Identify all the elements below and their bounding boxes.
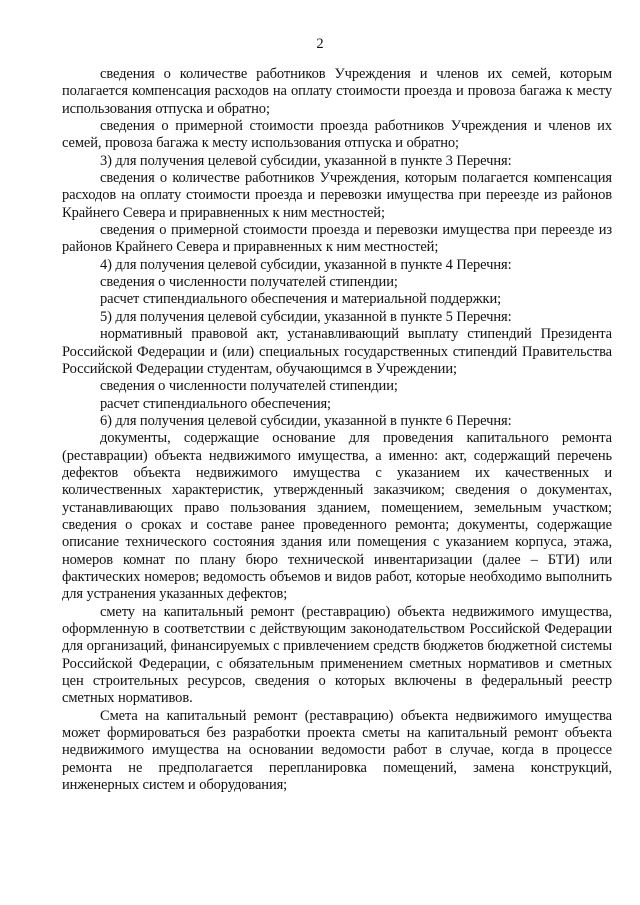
paragraph: сведения о количестве работников Учреждения, которым полагается компенсация расходов на оплату стоимости проезда и перевозки имущества при переезде из районов Крайнего Севера и приравненных к ним местностей; <box>62 170 612 221</box>
paragraph: 6) для получения целевой субсидии, указанной в пункте 6 Перечня: <box>100 412 512 429</box>
document-body <box>62 66 612 794</box>
paragraph: сведения о примерной стоимости проезда и перевозки имущества при переезде из районов Крайнего Севера и приравненных к ним местностей; <box>62 222 612 256</box>
paragraph: расчет стипендиального обеспечения и материальной поддержки; <box>100 291 502 308</box>
paragraph: смету на капитальный ремонт (реставрацию) объекта недвижимого имущества, оформленную в соответствии с действующим законодательством Российской Федерации для организаций, финансируемых с привлечением средств бюджетов бюджетной системы Российской Федерации, с обязательным применением сметных нормативов и сметных цен строительных ресурсов, сведения о которых включены в федеральный реестр сметных нормативов. <box>62 603 612 707</box>
paragraph: нормативный правовой акт, устанавливающий выплату стипендий Президента Российской Федерации и (или) специальных государственных стипендий Правительства Российской Федерации студентам, обучающимся в Учреждении; <box>62 326 612 377</box>
paragraph: сведения о численности получателей стипендии; <box>100 274 398 291</box>
paragraph: сведения о количестве работников Учреждения и членов их семей, которым полагается компенсация расходов на оплату стоимости проезда и провоза багажа к месту использования отпуска и обратно; <box>62 66 612 117</box>
page-number: 2 <box>316 36 324 52</box>
paragraph: сведения о численности получателей стипендии; <box>100 378 398 395</box>
paragraph: Смета на капитальный ремонт (реставрацию) объекта недвижимого имущества может формироваться без разработки проекта сметы на капитальный ремонт объекта недвижимого имущества на основании ведомости работ в случае, когда в процессе ремонта не предполагается перепланировка помещений, замена конструкций, инженерных систем и оборудования; <box>62 707 612 794</box>
paragraph: 3) для получения целевой субсидии, указанной в пункте 3 Перечня: <box>100 152 512 169</box>
paragraph: документы, содержащие основание для проведения капитального ремонта (реставрации) объекта недвижимого имущества, а именно: акт, содержащий перечень дефектов объекта недвижимого имущества с указанием их качественных и количественных характеристик, утвержденный заказчиком; сведения о документах, устанавливающих право пользования зданием, помещением, земельным участком; сведения о сроках и составе ранее проведенного ремонта; документы, содержащие описание технического состояния здания или помещения с указанием корпуса, этажа, номеров комнат по плану бюро технической инвентаризации (далее – БТИ) или фактических номеров; ведомость объемов и видов работ, которые необходимо выполнить для устранения указанных дефектов; <box>62 430 612 603</box>
paragraph: 5) для получения целевой субсидии, указанной в пункте 5 Перечня: <box>100 308 512 325</box>
paragraph: сведения о примерной стоимости проезда работников Учреждения и членов их семей, провоза багажа к месту использования отпуска и обратно; <box>62 118 612 152</box>
paragraph: 4) для получения целевой субсидии, указанной в пункте 4 Перечня: <box>100 256 512 273</box>
paragraph: расчет стипендиального обеспечения; <box>100 395 331 412</box>
